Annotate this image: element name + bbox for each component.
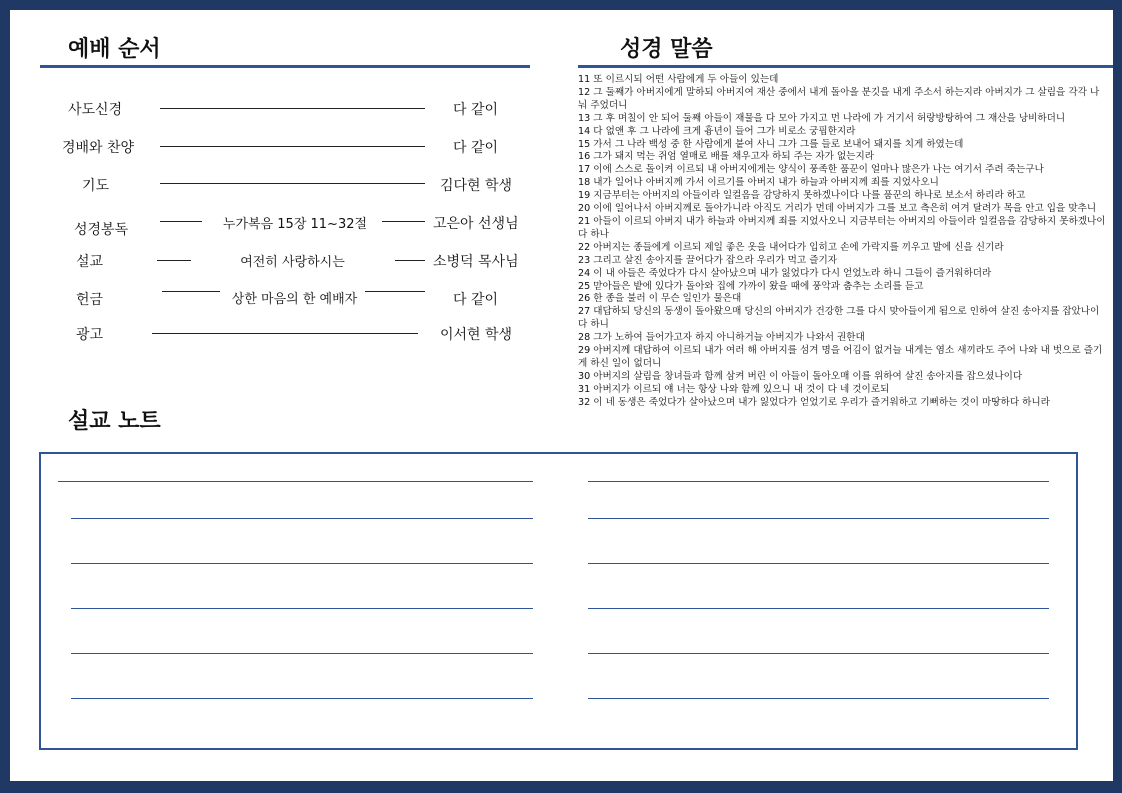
verse-line: 27 대답하되 당신의 동생이 돌아왔으매 당신의 아버지가 건강한 그를 다시 맞아들이게 됨으로 인하여 살진 송아지를 잡았나이다 하니 [578, 306, 1100, 331]
verse-line: 31 아버지가 이르되 얘 너는 항상 나와 함께 있으니 내 것이 다 네 것이로되 [578, 383, 890, 395]
note-line [58, 481, 533, 482]
verse-line: 25 맏아들은 밭에 있다가 돌아와 집에 가까이 왔을 때에 풍악과 춤추는 소리를 듣고 [578, 280, 924, 292]
order-leader-prayer: 김다현 학생 [440, 178, 513, 194]
order-line [365, 291, 425, 292]
sermon-notes-box[interactable] [39, 452, 1078, 750]
note-line [71, 608, 533, 609]
order-leader-offering: 다 같이 [453, 292, 499, 308]
order-leader-praise: 다 같이 [453, 140, 499, 156]
verse-line: 15 가서 그 나라 백성 중 한 사람에게 붙여 사니 그가 그를 들로 보내어 돼지를 치게 하였는데 [578, 138, 964, 150]
note-line [71, 653, 533, 654]
verse-line: 29 아버지께 대답하여 이르되 내가 여러 해 아버지를 섬겨 명을 어김이 없거늘 내게는 염소 새끼라도 주어 나와 내 벗으로 즐기게 하신 일이 없더니 [578, 345, 1103, 369]
order-label-announcement: 광고 [76, 327, 104, 343]
order-label-reading: 성경봉독 [74, 222, 129, 238]
worship-order-rule [40, 65, 530, 68]
verse-line: 24 이 내 아들은 죽었다가 다시 살아났으며 내가 잃었다가 다시 얻었노라 하니 그들이 즐거워하더라 [578, 267, 992, 279]
note-line [588, 608, 1049, 609]
order-leader-announcement: 이서현 학생 [440, 327, 513, 343]
verse-line: 26 한 종을 불러 이 무슨 일인가 물은대 [578, 293, 742, 305]
order-label-creed: 사도신경 [68, 102, 123, 118]
verse-line: 19 지금부터는 아버지의 아들이라 일컬음을 감당하지 못하겠나이다 나를 품꾼의 하나로 보소서 하리라 하고 [578, 190, 1026, 202]
note-line [588, 563, 1049, 564]
order-line [157, 260, 191, 261]
verse-line: 12 그 둘째가 아버지에게 말하되 아버지여 재산 중에서 내게 돌아올 분깃을 내게 주소서 하는지라 아버지가 그 살림을 각각 나눠 주었더니 [578, 86, 1100, 111]
order-line [160, 221, 202, 222]
order-line [160, 146, 425, 147]
note-line [71, 698, 533, 699]
order-leader-reading: 고은아 선생님 [433, 216, 519, 232]
note-line [588, 518, 1049, 519]
order-label-sermon: 설교 [76, 254, 104, 270]
order-leader-sermon: 소병덕 목사님 [433, 254, 519, 270]
order-line [160, 183, 425, 184]
note-line [71, 563, 533, 564]
verse-line: 20 이에 일어나서 아버지께로 돌아가니라 아직도 거리가 먼데 아버지가 그를 보고 측은히 여겨 달려가 목을 안고 입을 맞추니 [578, 203, 1097, 215]
verse-line: 21 아들이 이르되 아버지 내가 하늘과 아버지께 죄를 지었사오니 지금부터는 아버지의 아들이라 일컬음을 감당하지 못하겠나이다 하나 [578, 215, 1106, 240]
order-label-offering: 헌금 [76, 292, 104, 308]
order-middle-reading: 누가복음 15장 11~32절 [222, 217, 368, 232]
verse-line: 13 그 후 며칠이 안 되어 둘째 아들이 재물을 다 모아 가지고 먼 나라에 가 거기서 허랑방탕하여 그 재산을 낭비하더니 [578, 112, 1066, 124]
scripture-rule [578, 65, 1113, 68]
verse-line: 16 그가 돼지 먹는 쥐엄 열매로 배를 채우고자 하되 주는 자가 없는지라 [578, 151, 874, 163]
verse-line: 30 아버지의 살림을 창녀들과 함께 삼켜 버린 이 아들이 돌아오매 이를 위하여 살진 송아지를 잡으셨나이다 [578, 370, 1023, 382]
verse-line: 28 그가 노하여 들어가고자 하지 아니하거늘 아버지가 나와서 권한대 [578, 332, 865, 344]
verse-line: 14 다 없앤 후 그 나라에 크게 흉년이 들어 그가 비로소 궁핍한지라 [578, 125, 856, 137]
verse-line: 32 이 네 동생은 죽었다가 살아났으며 내가 잃었다가 얻었기로 우리가 즐거워하고 기뻐하는 것이 마땅하다 하니라 [578, 396, 1050, 408]
sermon-notes-title: 설교 노트 [68, 409, 161, 434]
verse-line: 23 그리고 살진 송아지를 끌어다가 잡으라 우리가 먹고 즐기자 [578, 254, 838, 266]
scripture-verses [578, 74, 1106, 410]
note-line [588, 698, 1049, 699]
order-middle-offering: 상한 마음의 한 예배자 [231, 292, 358, 307]
verse-line: 18 내가 일어나 아버지께 가서 이르기를 아버지 내가 하늘과 아버지께 죄를 지었사오니 [578, 177, 939, 189]
order-leader-creed: 다 같이 [453, 102, 499, 118]
worship-order-title: 예배 순서 [68, 37, 161, 62]
bulletin-page [10, 10, 1113, 781]
note-line [588, 481, 1049, 482]
note-line [71, 518, 533, 519]
note-line [588, 653, 1049, 654]
order-line [152, 333, 418, 334]
order-line [162, 291, 220, 292]
order-label-prayer: 기도 [82, 178, 110, 194]
order-line [160, 108, 425, 109]
verse-line: 22 아버지는 종들에게 이르되 제일 좋은 옷을 내어다가 입히고 손에 가락지를 끼우고 발에 신을 신기라 [578, 241, 1004, 253]
order-line [382, 221, 425, 222]
scripture-title: 성경 말씀 [620, 37, 713, 62]
order-middle-sermon: 여전히 사랑하시는 [240, 255, 345, 270]
order-line [395, 260, 425, 261]
verse-line: 17 이에 스스로 돌이켜 이르되 내 아버지에게는 양식이 풍족한 품꾼이 얼마나 많은가 나는 여기서 주려 죽는구나 [578, 164, 1044, 176]
verse-line: 11 또 이르시되 어떤 사람에게 두 아들이 있는데 [578, 74, 779, 85]
order-label-praise: 경배와 찬양 [62, 140, 135, 156]
